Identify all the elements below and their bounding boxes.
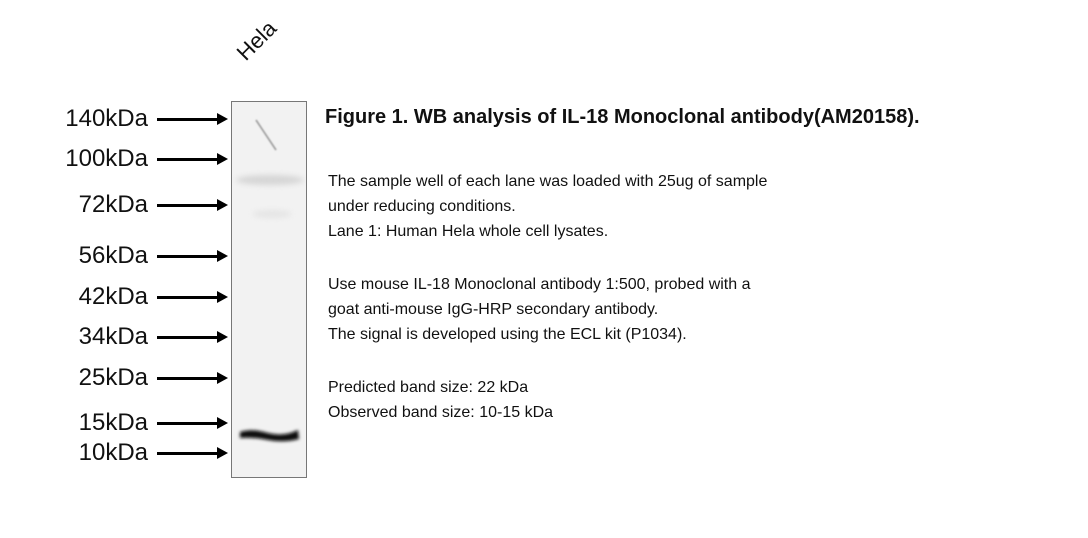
marker-label: 100kDa <box>65 145 148 172</box>
arrow-right-icon <box>157 452 219 455</box>
marker-140kda <box>0 104 230 134</box>
marker-label: 15kDa <box>78 409 148 436</box>
marker-label: 34kDa <box>78 323 148 350</box>
figure-title: Figure 1. WB analysis of IL-18 Monoclonal antibody(AM20158). <box>325 106 920 128</box>
arrow-right-icon <box>157 336 219 339</box>
arrow-right-icon <box>157 204 219 207</box>
blot-bands-graphic <box>232 102 307 478</box>
arrow-right-icon <box>157 422 219 425</box>
description-line: The sample well of each lane was loaded with 25ug of sample <box>328 173 768 190</box>
description-line: Observed band size: 10-15 kDa <box>328 404 554 421</box>
lane-label: Hela <box>231 15 282 66</box>
marker-56kda <box>0 241 230 271</box>
description-paragraph-3 <box>328 375 553 425</box>
faint-band <box>236 175 304 185</box>
description-line: Predicted band size: 22 kDa <box>328 379 529 396</box>
arrow-right-icon <box>157 296 219 299</box>
marker-label: 56kDa <box>78 242 148 269</box>
marker-label: 140kDa <box>65 105 148 132</box>
western-blot-image <box>231 101 307 478</box>
description-line: Lane 1: Human Hela whole cell lysates. <box>328 223 609 240</box>
marker-label: 25kDa <box>78 364 148 391</box>
description-line: goat anti-mouse IgG-HRP secondary antibody. <box>328 301 659 318</box>
marker-34kda <box>0 322 230 352</box>
marker-15kda <box>0 408 230 438</box>
arrow-right-icon <box>157 158 219 161</box>
arrow-right-icon <box>157 255 219 258</box>
marker-72kda <box>0 190 230 220</box>
description-line: Use mouse IL-18 Monoclonal antibody 1:500, probed with a <box>328 276 751 293</box>
marker-10kda <box>0 438 230 468</box>
marker-label: 42kDa <box>78 283 148 310</box>
marker-label: 10kDa <box>78 439 148 466</box>
marker-42kda <box>0 282 230 312</box>
marker-100kda <box>0 144 230 174</box>
description-paragraph-2 <box>328 272 750 347</box>
description-line: The signal is developed using the ECL kit (P1034). <box>328 326 687 343</box>
marker-25kda <box>0 363 230 393</box>
arrow-right-icon <box>157 118 219 121</box>
description-line: under reducing conditions. <box>328 198 516 215</box>
faint-smear <box>252 210 292 218</box>
marker-label: 72kDa <box>78 191 148 218</box>
description-paragraph-1 <box>328 169 767 244</box>
arrow-right-icon <box>157 377 219 380</box>
